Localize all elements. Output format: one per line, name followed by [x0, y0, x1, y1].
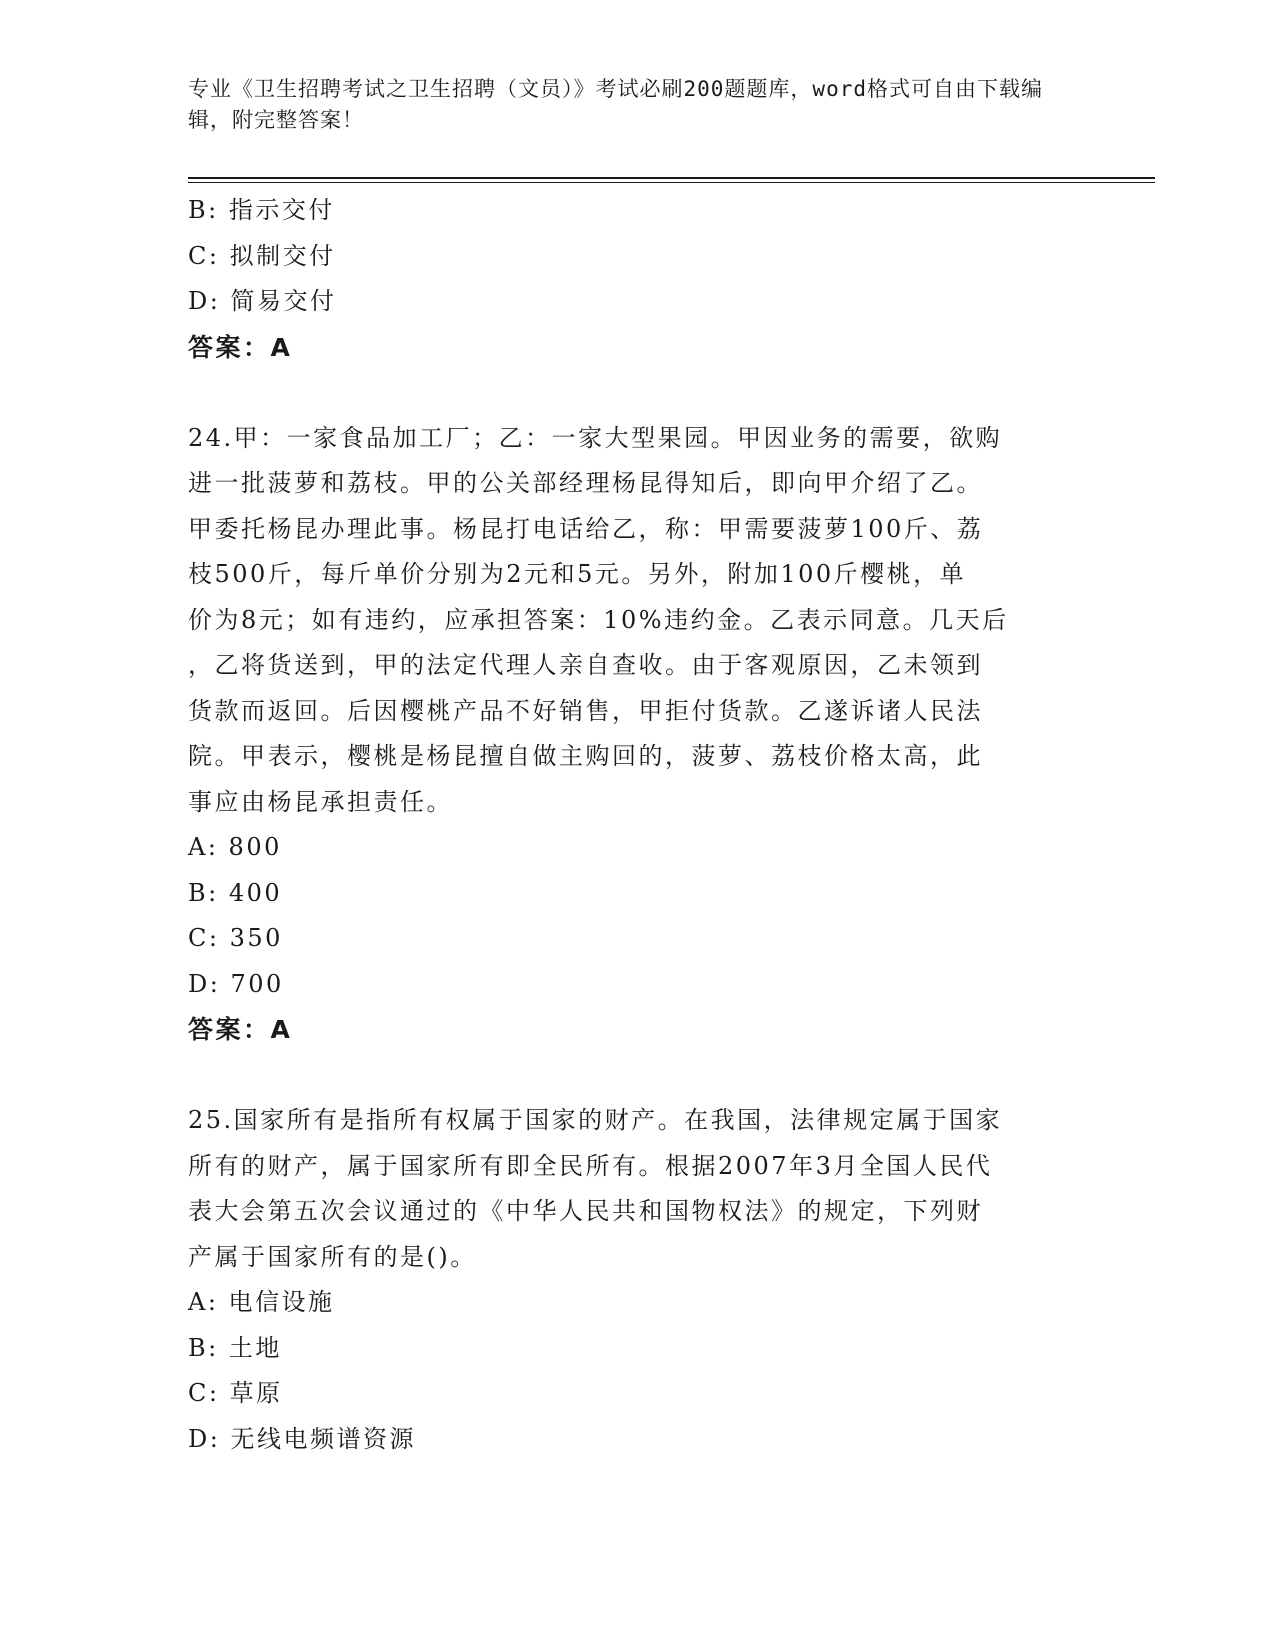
option-d: D: 简易交付	[188, 287, 337, 315]
question-25-line-3: 表大会第五次会议通过的《中华人民共和国物权法》的规定，下列财	[188, 1197, 983, 1225]
question-25-option-c: C: 草原	[188, 1379, 283, 1407]
header-divider	[188, 177, 1155, 183]
spacer	[188, 370, 1078, 416]
question-24-line-8: 院。甲表示，樱桃是杨昆擅自做主购回的，菠萝、荔枝价格太高，此	[188, 742, 983, 770]
question-24-line-4: 枝500斤，每斤单价分别为2元和5元。另外，附加100斤樱桃，单	[188, 560, 967, 588]
prev-question-options	[188, 188, 1078, 325]
option-c: C: 拟制交付	[188, 241, 336, 270]
question-24-line-6: ，乙将货送到，甲的法定代理人亲自查收。由于客观原因，乙未领到	[188, 651, 983, 679]
question-25	[188, 1098, 1078, 1462]
question-25-line-1: 25.国家所有是指所有权属于国家的财产。在我国，法律规定属于国家	[188, 1106, 1003, 1134]
question-24-option-d: D: 700	[188, 969, 284, 998]
question-25-option-a: A: 电信设施	[188, 1288, 335, 1316]
question-24-line-1: 24.甲：一家食品加工厂；乙：一家大型果园。甲因业务的需要，欲购	[188, 423, 1003, 452]
document-header-title: 专业《卫生招聘考试之卫生招聘（文员）》考试必刷200题题库，word格式可自由下载编辑，附完整答案！	[188, 77, 1043, 132]
question-24-option-a: A: 800	[188, 833, 282, 861]
question-25-option-d: D: 无线电频谱资源	[188, 1424, 416, 1453]
question-24-line-5: 价为8元；如有违约，应承担答案：10%违约金。乙表示同意。几天后	[188, 605, 1009, 634]
question-24-option-b: B: 400	[188, 878, 283, 907]
spacer	[188, 1053, 1078, 1099]
question-24-line-2: 进一批菠萝和荔枝。甲的公关部经理杨昆得知后，即向甲介绍了乙。	[188, 469, 983, 497]
question-24	[188, 416, 1078, 1053]
question-24-line-3: 甲委托杨昆办理此事。杨昆打电话给乙，称：甲需要菠萝100斤、荔	[188, 514, 984, 543]
question-24-line-9: 事应由杨昆承担责任。	[188, 787, 453, 816]
question-24-answer: 答案：A	[188, 1015, 293, 1044]
question-25-line-4: 产属于国家所有的是()。	[188, 1242, 477, 1271]
document-body	[188, 188, 1078, 1462]
prev-question-answer: 答案：A	[188, 332, 293, 362]
question-24-line-7: 货款而返回。后因樱桃产品不好销售，甲拒付货款。乙遂诉诸人民法	[188, 696, 983, 725]
option-b: B: 指示交付	[188, 196, 335, 224]
question-25-option-b: B: 土地	[188, 1333, 282, 1362]
question-24-option-c: C: 350	[188, 924, 283, 952]
question-25-line-2: 所有的财产，属于国家所有即全民所有。根据2007年3月全国人民代	[188, 1151, 993, 1180]
